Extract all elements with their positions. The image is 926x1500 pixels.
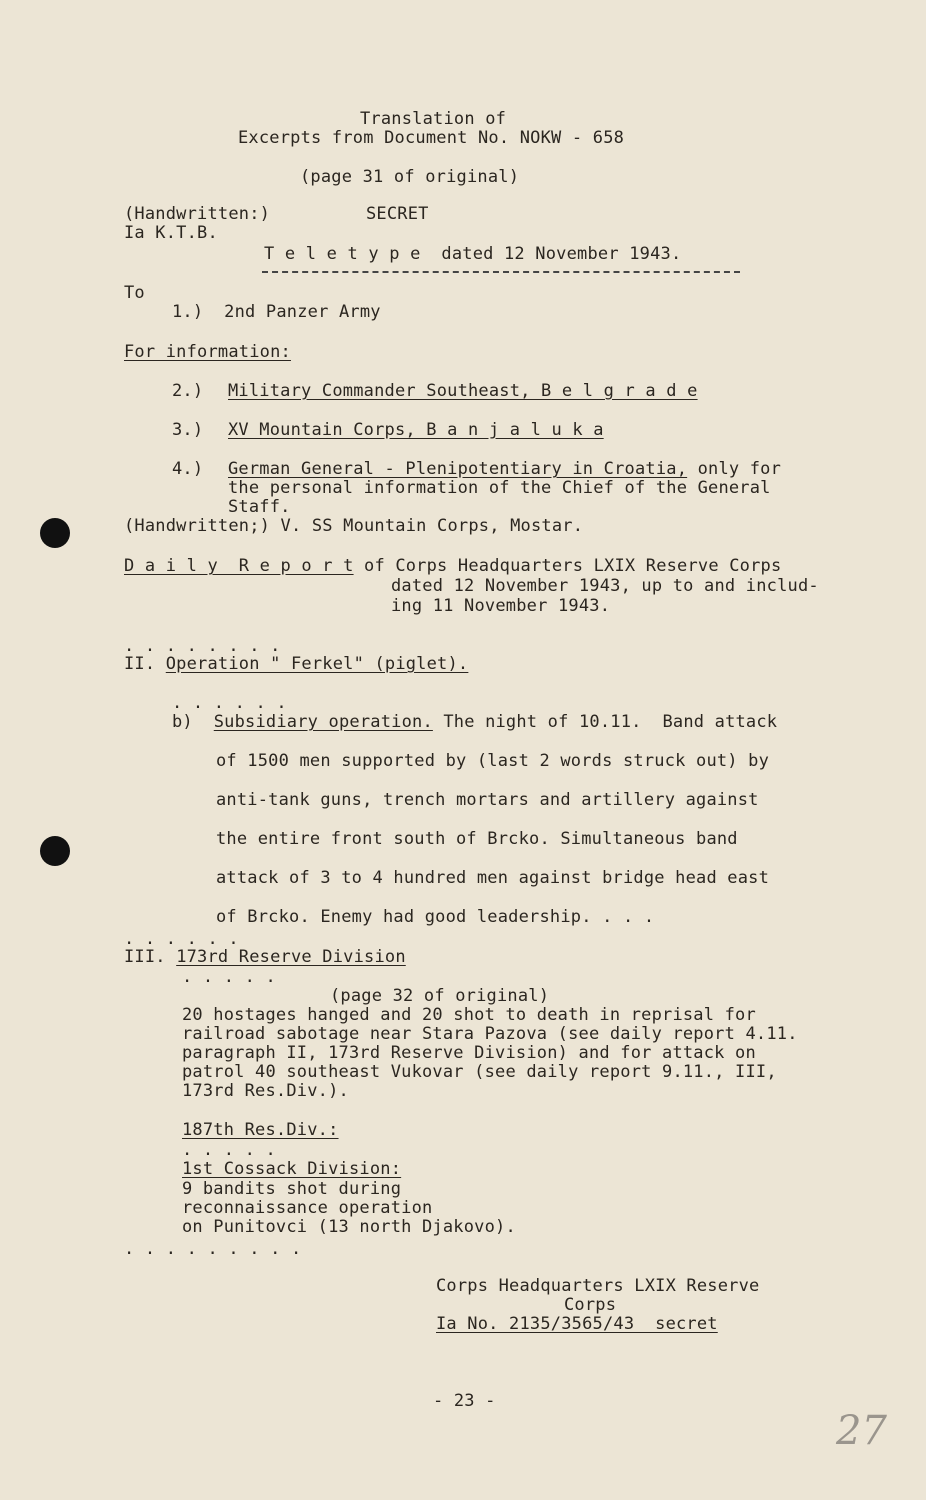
for-information-heading: For information: xyxy=(124,342,291,362)
daily-report-line-2: dated 12 November 1943, up to and includ- xyxy=(391,576,819,596)
addressee-4-number: 4.) xyxy=(172,459,204,479)
handwritten-label: (Handwritten:) xyxy=(124,204,271,224)
subsidiary-line-3: anti-tank guns, trench mortars and artillery against xyxy=(216,790,759,810)
addressee-4-line-2: the personal information of the Chief of the General xyxy=(228,478,771,498)
omission-dots: . . . . . . xyxy=(124,929,239,949)
header-line-1: Translation of xyxy=(360,109,507,129)
handwritten-page-number: 27 xyxy=(836,1408,887,1454)
signature-line-2: Corps xyxy=(564,1295,617,1315)
section-2-number: II. xyxy=(124,654,166,674)
addressee-2: Military Commander Southeast, B e l g r a d e xyxy=(228,381,698,401)
addressee-4-line-1 xyxy=(228,460,781,479)
secret-marking: SECRET xyxy=(366,204,429,224)
ktb-label: Ia K.T.B. xyxy=(124,223,218,243)
daily-report-label: D a i l y R e p o r t xyxy=(124,556,354,576)
section-2-title: Operation " Ferkel" (piglet). xyxy=(165,654,469,674)
punch-hole xyxy=(40,518,70,548)
subsidiary-line-6: of Brcko. Enemy had good leadership. . . . xyxy=(216,907,655,927)
addressee-1: 1.) 2nd Panzer Army xyxy=(172,302,381,322)
omission-dots: . . . . . xyxy=(182,1140,276,1160)
cossack-line-1: 9 bandits shot during xyxy=(182,1179,402,1199)
section-2-heading xyxy=(124,655,468,674)
omission-dots: . . . . . . xyxy=(172,693,287,713)
daily-report-text-1: of Corps Headquarters LXIX Reserve Corps xyxy=(353,556,782,576)
subsidiary-title: Subsidiary operation. xyxy=(213,712,433,732)
cossack-division-heading: 1st Cossack Division: xyxy=(182,1159,402,1179)
subsidiary-line-2: of 1500 men supported by (last 2 words struck out) by xyxy=(216,751,770,771)
dashed-rule xyxy=(262,271,740,273)
section-3-title: 173rd Reserve Division xyxy=(176,947,406,967)
section-3-number: III. xyxy=(124,947,177,967)
page-number: - 23 - xyxy=(433,1391,496,1411)
subsidiary-line-5: attack of 3 to 4 hundred men against bridge head east xyxy=(216,868,770,888)
addressee-4-title: German General - Plenipotentiary in Croatia, xyxy=(228,459,688,479)
subsidiary-line-1 xyxy=(172,713,777,732)
section-3-heading xyxy=(124,948,406,967)
reference-number: Ia No. 2135/3565/43 secret xyxy=(436,1314,718,1334)
subsidiary-line-4: the entire front south of Brcko. Simultaneous band xyxy=(216,829,738,849)
daily-report-line-3: ing 11 November 1943. xyxy=(391,596,611,616)
handwritten-corps-line: (Handwritten;) V. SS Mountain Corps, Mostar. xyxy=(124,516,584,536)
omission-dots: . . . . . . . . xyxy=(124,636,281,656)
to-label: To xyxy=(124,283,145,303)
page-reference-2: (page 32 of original) xyxy=(330,986,550,1006)
signature-line-1: Corps Headquarters LXIX Reserve xyxy=(436,1276,760,1296)
reprisal-line-5: 173rd Res.Div.). xyxy=(182,1081,349,1101)
omission-dots: . . . . . . . . . xyxy=(124,1239,302,1259)
reprisal-line-2: railroad sabotage near Stara Pazova (see daily report 4.11. xyxy=(182,1024,798,1044)
subsidiary-label: b) xyxy=(172,712,214,732)
addressee-2-number: 2.) xyxy=(172,381,204,401)
addressee-4-line-3: Staff. xyxy=(228,497,291,517)
addressee-3: XV Mountain Corps, B a n j a l u k a xyxy=(228,420,604,440)
reprisal-line-1: 20 hostages hanged and 20 shot to death in reprisal for xyxy=(182,1005,756,1025)
reprisal-line-4: patrol 40 southeast Vukovar (see daily report 9.11., III, xyxy=(182,1062,777,1082)
addressee-3-number: 3.) xyxy=(172,420,204,440)
punch-hole xyxy=(40,836,70,866)
page-reference: (page 31 of original) xyxy=(300,167,520,187)
omission-dots: . . . . . xyxy=(182,967,276,987)
daily-report-line-1 xyxy=(124,557,781,576)
reprisal-line-3: paragraph II, 173rd Reserve Division) and for attack on xyxy=(182,1043,756,1063)
division-187-heading: 187th Res.Div.: xyxy=(182,1120,339,1140)
addressee-4-suffix: only for xyxy=(687,459,782,479)
teletype-line: T e l e t y p e dated 12 November 1943. xyxy=(264,244,682,264)
cossack-line-3: on Punitovci (13 north Djakovo). xyxy=(182,1217,516,1237)
cossack-line-2: reconnaissance operation xyxy=(182,1198,433,1218)
subsidiary-text-1: The night of 10.11. Band attack xyxy=(432,712,778,732)
header-line-2: Excerpts from Document No. NOKW - 658 xyxy=(238,128,625,148)
